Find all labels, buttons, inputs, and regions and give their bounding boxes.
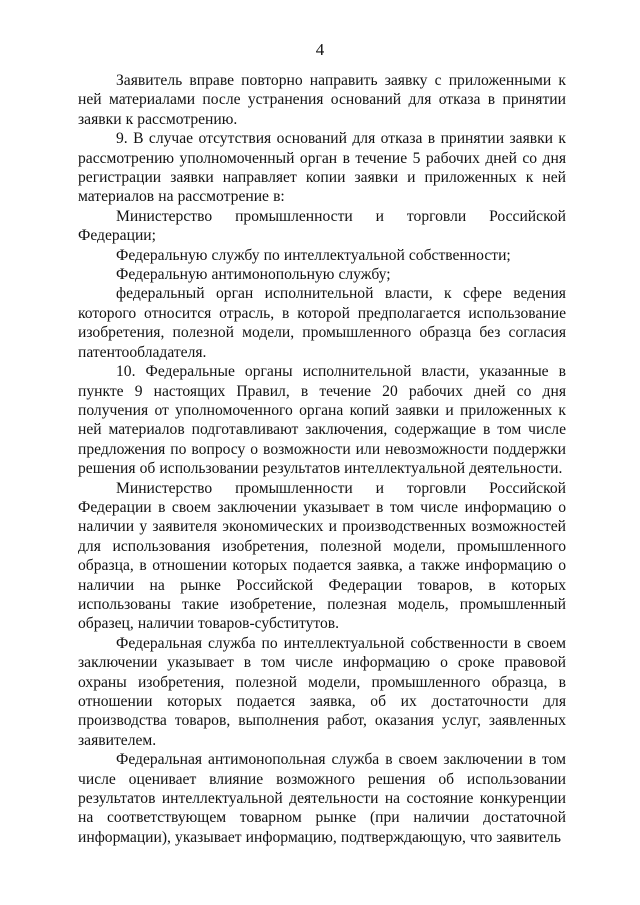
page-number: 4 (315, 40, 325, 59)
list-item-federal-body: федеральный орган исполнительной власти, к сфере ведения которого относится отрасль, в которой предполагается использование изобретения, полезной модели, промышленного образца без согласия патентообладателя. (78, 285, 566, 361)
paragraph-fas-conclusion: Федеральная антимонопольная служба в своем заключении в том числе оценивает влияние возможного решения об использовании результатов интеллектуальной деятельности на состояние конкуренции на соответствующем товарном рынке (при наличии достаточной информации), указывает информацию, подтверждающую, что заявитель (78, 751, 566, 846)
document-body (78, 71, 566, 847)
paragraph-clause-10: 10. Федеральные органы исполнительной власти, указанные в пункте 9 настоящих Правил, в течение 20 рабочих дней со дня получения от уполномоченного органа копий заявки и приложенных к ней материалов подготавливают заключения, содержащие в том числе предложения по вопросу о возможности или невозможности поддержки решения об использовании результатов интеллектуальной деятельности. (78, 363, 566, 478)
paragraph-rospatent-conclusion: Федеральная служба по интеллектуальной собственности в своем заключении указывает в том числе информацию о сроке правовой охраны изобретения, полезной модели, промышленного образца, в отношении которых подается заявка, об их достаточности для производства товаров, выполнения работ, оказания услуг, заявленных заявителем. (78, 634, 566, 749)
list-item-rospatent: Федеральную службу по интеллектуальной собственности; (116, 246, 511, 264)
paragraph-clause-9: 9. В случае отсутствия оснований для отказа в принятии заявки к рассмотрению уполномоченный орган в течение 5 рабочих дней со дня регистрации заявки направляет копии заявки и приложенных к ней материалов на рассмотрение в: (78, 130, 566, 206)
paragraph-resubmission: Заявитель вправе повторно направить заявку с приложенными к ней материалами после устранения оснований для отказа в принятии заявки к рассмотрению. (78, 72, 566, 128)
paragraph-minpromtorg-conclusion: Министерство промышленности и торговли Российской Федерации в своем заключении указывает в том числе информацию о наличии у заявителя экономических и производственных возможностей для использования изобретения, полезной модели, промышленного образца, в отношении которых подается заявка, а также информацию о наличии на рынке Российской Федерации товаров, в которых использованы такие изобретение, полезная модель, промышленный образец, наличии товаров-субститутов. (78, 479, 566, 633)
list-item-minpromtorg: Министерство промышленности и торговли Российской Федерации; (78, 207, 566, 245)
list-item-fas: Федеральную антимонопольную службу; (116, 266, 391, 284)
